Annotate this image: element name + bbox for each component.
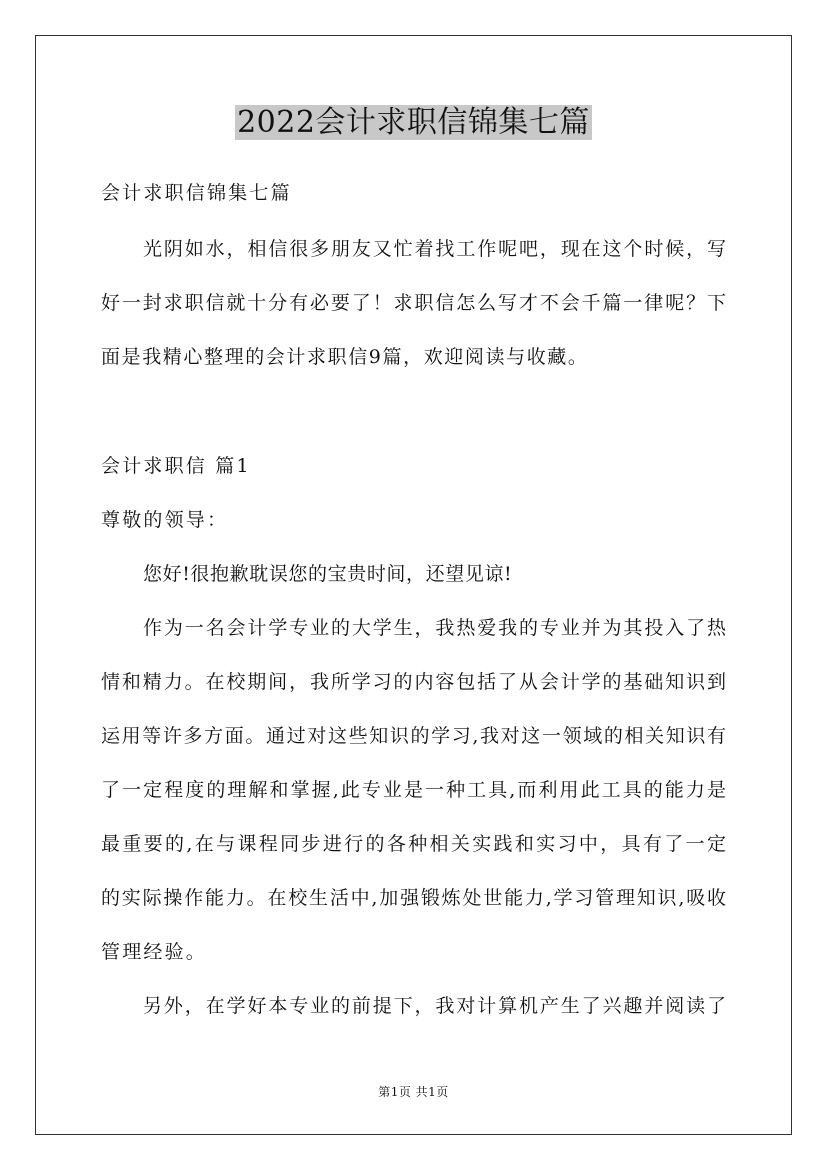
document-title: 2022会计求职信锦集七篇 [237,105,590,140]
body-line-1: 作为一名会计学专业的大学生，我热爱我的专业并为其投入了热 [143,617,726,639]
greeting: 您好!很抱歉耽误您的宝贵时间，还望见谅! [143,563,513,585]
body-line-8: 另外，在学好本专业的前提下，我对计算机产生了兴趣并阅读了 [143,995,726,1017]
body-line-2: 情和精力。在校期间，我所学习的内容包括了从会计学的基础知识到 [101,671,726,693]
body-line-3: 运用等许多方面。通过对这些知识的学习,我对这一领域的相关知识有 [101,725,726,747]
page-number-footer: 第1页 共1页 [378,1085,449,1099]
intro-line-3: 面是我精心整理的会计求职信9篇，欢迎阅读与收藏。 [101,346,589,368]
body-line-7: 管理经验。 [101,941,208,963]
body-line-5: 最重要的,在与课程同步进行的各种相关实践和实习中，具有了一定 [101,833,726,855]
salutation: 尊敬的领导： [101,509,229,531]
intro-line-1: 光阴如水，相信很多朋友又忙着找工作呢吧，现在这个时候，写 [143,238,726,260]
document-subtitle: 会计求职信锦集七篇 [101,182,292,204]
body-line-6: 的实际操作能力。在校生活中,加强锻炼处世能力,学习管理知识,吸收 [101,887,726,909]
intro-line-2: 好一封求职信就十分有必要了！求职信怎么写才不会千篇一律呢？下 [101,292,726,314]
section-heading: 会计求职信 篇1 [101,455,251,477]
body-line-4: 了一定程度的理解和掌握,此专业是一种工具,而利用此工具的能力是 [101,779,726,801]
